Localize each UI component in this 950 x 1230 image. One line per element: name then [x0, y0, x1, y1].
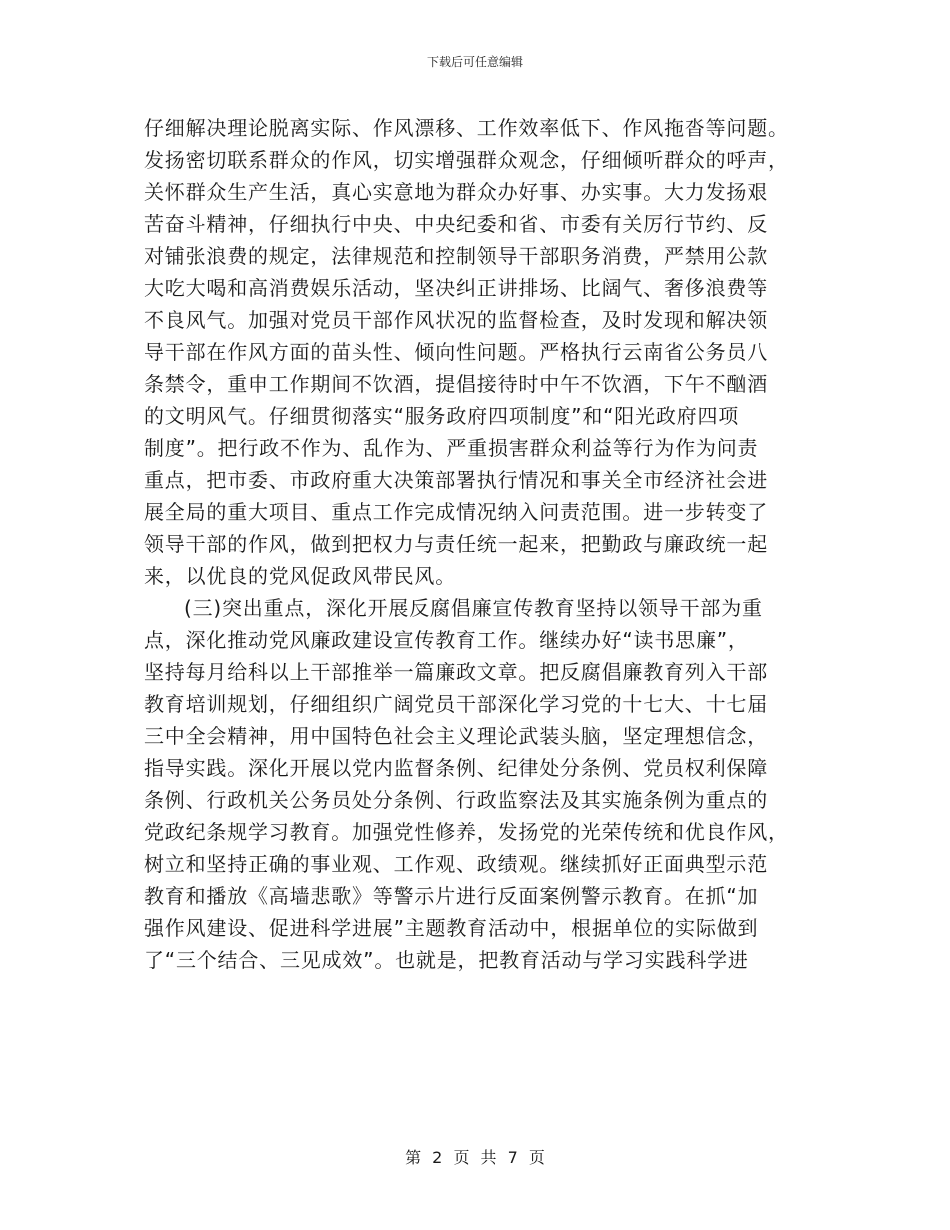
- section-heading-line: (三)突出重点，深化开展反腐倡廉宣传教育坚持以领导干部为重: [184, 596, 763, 620]
- body-line: 发扬密切联系群众的作风，切实增强群众观念，仔细倾听群众的呼声，: [144, 148, 789, 172]
- body-line: 教育培训规划，仔细组织广阔党员干部深化学习党的十七大、十七届: [144, 692, 768, 716]
- page-number: 第 2 页 共 7 页: [405, 1148, 545, 1167]
- body-line: 导干部在作风方面的苗头性、倾向性问题。严格执行云南省公务员八: [144, 340, 768, 364]
- body-line: 的文明风气。仔细贯彻落实“服务政府四项制度”和“阳光政府四项: [144, 404, 740, 428]
- body-line: 点，深化推动党风廉政建设宣传教育工作。继续办好“读书思廉”，: [144, 628, 749, 652]
- body-line: 来，以优良的党风促政风带民风。: [144, 564, 456, 588]
- body-line: 对铺张浪费的规定，法律规范和控制领导干部职务消费，严禁用公款: [144, 244, 768, 268]
- body-line: 党政纪条规学习教育。加强党性修养，发扬党的光荣传统和优良作风，: [144, 820, 789, 844]
- body-line: 不良风气。加强对党员干部作风状况的监督检查，及时发现和解决领: [144, 308, 768, 332]
- body-line: 重点，把市委、市政府重大决策部署执行情况和事关全市经济社会进: [144, 468, 768, 492]
- body-line: 制度”。把行政不作为、乱作为、严重损害群众利益等行为作为问责: [144, 436, 759, 460]
- body-line: 关怀群众生产生活，真心实意地为群众办好事、办实事。大力发扬艰: [144, 180, 768, 204]
- body-line: 条禁令，重申工作期间不饮酒，提倡接待时中午不饮酒，下午不酗酒: [144, 372, 768, 396]
- body-line: 展全局的重大项目、重点工作完成情况纳入问责范围。进一步转变了: [144, 500, 768, 524]
- body-line: 仔细解决理论脱离实际、作风漂移、工作效率低下、作风拖沓等问题。: [144, 116, 789, 140]
- body-line: 大吃大喝和高消费娱乐活动，坚决纠正讲排场、比阔气、奢侈浪费等: [144, 276, 768, 300]
- body-line: 领导干部的作风，做到把权力与责任统一起来，把勤政与廉政统一起: [144, 532, 768, 556]
- page-header-note: 下载后可任意编辑: [426, 55, 523, 69]
- body-line: 教育和播放《高墙悲歌》等警示片进行反面案例警示教育。在抓“加: [144, 884, 759, 908]
- body-line: 强作风建设、促进科学进展”主题教育活动中，根据单位的实际做到: [144, 916, 759, 940]
- body-line: 了“三个结合、三见成效”。也就是，把教育活动与学习实践科学进: [144, 948, 749, 972]
- body-line: 指导实践。深化开展以党内监督条例、纪律处分条例、党员权利保障: [144, 756, 768, 780]
- body-line: 条例、行政机关公务员处分条例、行政监察法及其实施条例为重点的: [144, 788, 768, 812]
- document-body: [144, 112, 808, 976]
- body-line: 三中全会精神，用中国特色社会主义理论武装头脑，坚定理想信念，: [144, 724, 768, 748]
- body-line: 树立和坚持正确的事业观、工作观、政绩观。继续抓好正面典型示范: [144, 852, 768, 876]
- body-line: 苦奋斗精神，仔细执行中央、中央纪委和省、市委有关厉行节约、反: [144, 212, 768, 236]
- body-line: 坚持每月给科以上干部推举一篇廉政文章。把反腐倡廉教育列入干部: [144, 660, 768, 684]
